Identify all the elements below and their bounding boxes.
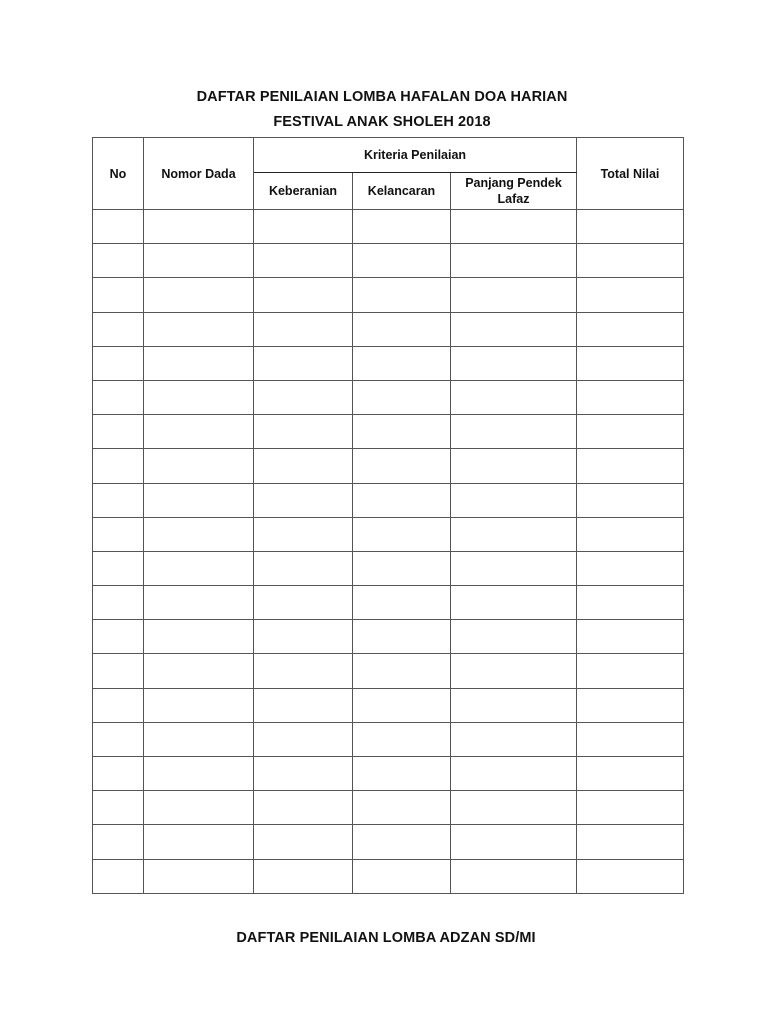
cell-keberanian [254, 757, 353, 791]
cell-nomor-dada [144, 551, 254, 585]
cell-no [93, 722, 144, 756]
cell-total-nilai [577, 825, 684, 859]
cell-kelancaran [353, 449, 451, 483]
cell-panjang-pendek-lafaz [451, 380, 577, 414]
cell-panjang-pendek-lafaz [451, 517, 577, 551]
cell-no [93, 278, 144, 312]
cell-kelancaran [353, 415, 451, 449]
cell-panjang-pendek-lafaz [451, 586, 577, 620]
table-body [93, 210, 684, 894]
cell-total-nilai [577, 722, 684, 756]
cell-kelancaran [353, 244, 451, 278]
cell-kelancaran [353, 791, 451, 825]
header-keberanian: Keberanian [254, 173, 353, 210]
cell-panjang-pendek-lafaz [451, 620, 577, 654]
cell-nomor-dada [144, 346, 254, 380]
cell-keberanian [254, 586, 353, 620]
cell-nomor-dada [144, 688, 254, 722]
cell-kelancaran [353, 620, 451, 654]
cell-panjang-pendek-lafaz [451, 791, 577, 825]
cell-total-nilai [577, 210, 684, 244]
cell-nomor-dada [144, 312, 254, 346]
cell-panjang-pendek-lafaz [451, 449, 577, 483]
cell-total-nilai [577, 380, 684, 414]
cell-keberanian [254, 551, 353, 585]
cell-keberanian [254, 312, 353, 346]
cell-kelancaran [353, 654, 451, 688]
cell-total-nilai [577, 278, 684, 312]
cell-no [93, 551, 144, 585]
cell-total-nilai [577, 654, 684, 688]
cell-kelancaran [353, 210, 451, 244]
cell-keberanian [254, 722, 353, 756]
cell-nomor-dada [144, 586, 254, 620]
cell-total-nilai [577, 757, 684, 791]
cell-panjang-pendek-lafaz [451, 278, 577, 312]
cell-nomor-dada [144, 449, 254, 483]
cell-no [93, 210, 144, 244]
cell-kelancaran [353, 278, 451, 312]
cell-total-nilai [577, 449, 684, 483]
cell-panjang-pendek-lafaz [451, 859, 577, 893]
cell-no [93, 380, 144, 414]
cell-panjang-pendek-lafaz [451, 312, 577, 346]
header-panjang-pendek-line2: Lafaz [497, 192, 530, 206]
cell-keberanian [254, 825, 353, 859]
cell-nomor-dada [144, 825, 254, 859]
cell-nomor-dada [144, 380, 254, 414]
header-kelancaran: Kelancaran [353, 173, 451, 210]
cell-kelancaran [353, 380, 451, 414]
cell-keberanian [254, 859, 353, 893]
table-row [93, 210, 684, 244]
header-kriteria-penilaian: Kriteria Penilaian [254, 138, 577, 173]
header-nomor-dada: Nomor Dada [144, 138, 254, 210]
table-row [93, 449, 684, 483]
cell-total-nilai [577, 791, 684, 825]
cell-keberanian [254, 517, 353, 551]
table-row [93, 346, 684, 380]
table-row [93, 654, 684, 688]
cell-keberanian [254, 415, 353, 449]
cell-no [93, 449, 144, 483]
cell-panjang-pendek-lafaz [451, 244, 577, 278]
cell-no [93, 757, 144, 791]
cell-total-nilai [577, 517, 684, 551]
table-row [93, 278, 684, 312]
table-row [93, 551, 684, 585]
cell-panjang-pendek-lafaz [451, 688, 577, 722]
header-panjang-pendek-lafaz [451, 173, 577, 210]
cell-nomor-dada [144, 620, 254, 654]
cell-no [93, 654, 144, 688]
cell-nomor-dada [144, 483, 254, 517]
cell-keberanian [254, 654, 353, 688]
table-row [93, 791, 684, 825]
cell-no [93, 825, 144, 859]
header-no: No [93, 138, 144, 210]
cell-kelancaran [353, 346, 451, 380]
cell-nomor-dada [144, 654, 254, 688]
cell-kelancaran [353, 483, 451, 517]
cell-keberanian [254, 278, 353, 312]
cell-total-nilai [577, 312, 684, 346]
cell-keberanian [254, 688, 353, 722]
cell-no [93, 791, 144, 825]
cell-panjang-pendek-lafaz [451, 722, 577, 756]
next-section-title: DAFTAR PENILAIAN LOMBA ADZAN SD/MI [236, 930, 536, 946]
cell-kelancaran [353, 757, 451, 791]
cell-kelancaran [353, 859, 451, 893]
table-row [93, 722, 684, 756]
cell-keberanian [254, 210, 353, 244]
cell-nomor-dada [144, 210, 254, 244]
cell-kelancaran [353, 312, 451, 346]
cell-nomor-dada [144, 517, 254, 551]
cell-keberanian [254, 449, 353, 483]
cell-no [93, 586, 144, 620]
header-total-nilai: Total Nilai [577, 138, 684, 210]
cell-total-nilai [577, 346, 684, 380]
cell-total-nilai [577, 859, 684, 893]
table-row [93, 688, 684, 722]
cell-no [93, 415, 144, 449]
cell-keberanian [254, 346, 353, 380]
table-row [93, 312, 684, 346]
table-row [93, 244, 684, 278]
cell-panjang-pendek-lafaz [451, 654, 577, 688]
cell-no [93, 483, 144, 517]
cell-total-nilai [577, 620, 684, 654]
cell-kelancaran [353, 551, 451, 585]
table-row [93, 757, 684, 791]
table-row [93, 586, 684, 620]
cell-nomor-dada [144, 722, 254, 756]
cell-total-nilai [577, 586, 684, 620]
cell-no [93, 312, 144, 346]
cell-total-nilai [577, 551, 684, 585]
cell-nomor-dada [144, 859, 254, 893]
cell-panjang-pendek-lafaz [451, 210, 577, 244]
cell-panjang-pendek-lafaz [451, 825, 577, 859]
cell-nomor-dada [144, 415, 254, 449]
cell-no [93, 244, 144, 278]
cell-nomor-dada [144, 278, 254, 312]
cell-no [93, 620, 144, 654]
cell-panjang-pendek-lafaz [451, 551, 577, 585]
cell-no [93, 688, 144, 722]
table-row [93, 825, 684, 859]
cell-no [93, 517, 144, 551]
table-row [93, 517, 684, 551]
cell-panjang-pendek-lafaz [451, 757, 577, 791]
cell-keberanian [254, 620, 353, 654]
cell-panjang-pendek-lafaz [451, 346, 577, 380]
table-row [93, 380, 684, 414]
cell-total-nilai [577, 688, 684, 722]
cell-keberanian [254, 244, 353, 278]
scoring-table [92, 137, 684, 894]
table-row [93, 620, 684, 654]
cell-keberanian [254, 483, 353, 517]
cell-keberanian [254, 791, 353, 825]
cell-total-nilai [577, 244, 684, 278]
cell-keberanian [254, 380, 353, 414]
header-panjang-pendek-line1: Panjang Pendek [465, 176, 562, 190]
cell-panjang-pendek-lafaz [451, 415, 577, 449]
cell-kelancaran [353, 825, 451, 859]
document-subtitle: FESTIVAL ANAK SHOLEH 2018 [273, 114, 491, 130]
table-row [93, 859, 684, 893]
cell-panjang-pendek-lafaz [451, 483, 577, 517]
table-row [93, 483, 684, 517]
cell-nomor-dada [144, 757, 254, 791]
cell-nomor-dada [144, 244, 254, 278]
table-row [93, 415, 684, 449]
cell-total-nilai [577, 415, 684, 449]
document-title: DAFTAR PENILAIAN LOMBA HAFALAN DOA HARIAN [196, 89, 568, 105]
cell-kelancaran [353, 722, 451, 756]
cell-nomor-dada [144, 791, 254, 825]
cell-no [93, 859, 144, 893]
cell-kelancaran [353, 688, 451, 722]
cell-kelancaran [353, 517, 451, 551]
cell-no [93, 346, 144, 380]
cell-total-nilai [577, 483, 684, 517]
cell-kelancaran [353, 586, 451, 620]
